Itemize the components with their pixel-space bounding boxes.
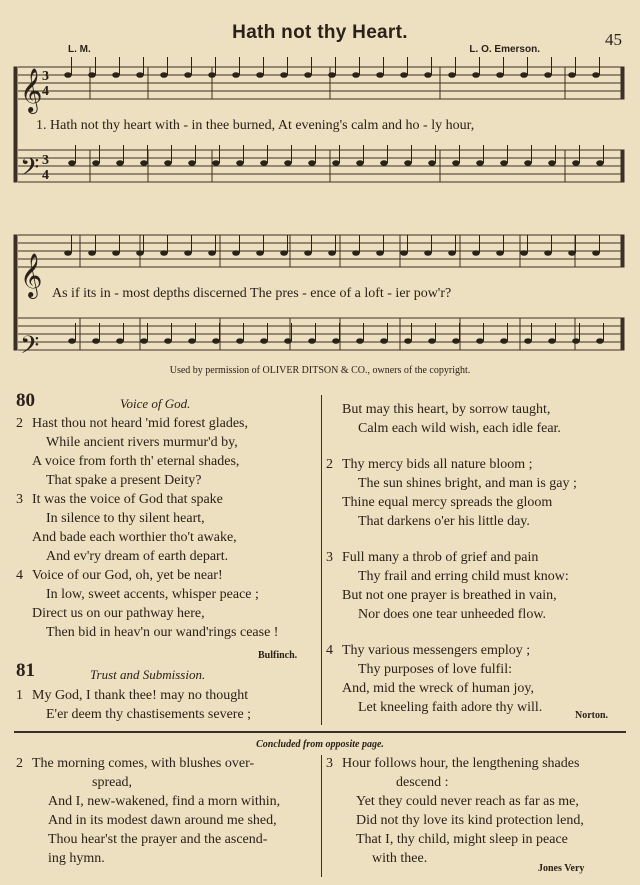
- verse-number: 3: [326, 756, 333, 771]
- verse-line: [326, 455, 577, 474]
- verse-line: [16, 490, 278, 509]
- verse-text: ing hymn.: [48, 851, 105, 866]
- verse-text: My God, I thank thee! may no thought: [32, 688, 249, 703]
- verse-text: That spake a present Deity?: [46, 473, 202, 488]
- verse-line: [16, 604, 278, 623]
- verse-text: But not one prayer is breathed in vain,: [342, 588, 557, 603]
- verse-text: In silence to thy silent heart,: [46, 511, 205, 526]
- svg-text:𝄢: 𝄢: [20, 153, 40, 188]
- author-81: Norton.: [575, 710, 609, 721]
- section-divider: [14, 731, 626, 733]
- verse-line: [16, 452, 278, 471]
- verse-number: 1: [16, 688, 23, 703]
- verse-line: [16, 566, 278, 585]
- verse-number: 2: [16, 416, 23, 431]
- verse-text: Voice of our God, oh, yet be near!: [32, 568, 223, 583]
- verse-text: Thy purposes of love fulfil:: [358, 662, 512, 677]
- verse-line: [326, 792, 584, 811]
- verse-line: [16, 811, 280, 830]
- hymn-number-80: 80: [16, 390, 35, 411]
- hymn-80-verses: [16, 414, 278, 642]
- lyric-line-1: 1. Hath not thy heart with - in thee burned, At evening's calm and ho - ly hour,: [36, 118, 475, 133]
- verse-text: And bade each worthier tho't awake,: [32, 530, 237, 545]
- verse-line: [326, 660, 577, 679]
- verse-text: While ancient rivers murmur'd by,: [46, 435, 238, 450]
- verse-text: Did not thy love its kind protection lend,: [356, 813, 584, 828]
- column-divider-bottom: [321, 755, 322, 877]
- verse-text: Hast thou not heard 'mid forest glades,: [32, 416, 248, 431]
- verse-text: Thy mercy bids all nature bloom ;: [342, 457, 533, 472]
- verse-line: [16, 433, 278, 452]
- svg-text:4: 4: [42, 168, 49, 183]
- verse-text: spread,: [92, 775, 133, 790]
- verse-text: Yet they could never reach as far as me,: [356, 794, 579, 809]
- hymn-number-81: 81: [16, 660, 35, 681]
- verse-line: [326, 641, 577, 660]
- verse-line: [16, 830, 280, 849]
- verse-line: [326, 400, 577, 419]
- concluded-heading: Concluded from opposite page.: [256, 739, 384, 750]
- verse-text: Let kneeling faith adore thy will.: [358, 700, 543, 715]
- verse-line: [16, 849, 280, 868]
- verse-number: 3: [16, 492, 23, 507]
- page-title: Hath not thy Heart.: [232, 22, 408, 43]
- verse-line: [326, 679, 577, 698]
- verse-line: [326, 830, 584, 849]
- verse-line: [16, 792, 280, 811]
- verse-line: [16, 623, 278, 642]
- staff-lines: [14, 67, 624, 350]
- verse-line: [326, 586, 577, 605]
- verse-text: And ev'ry dream of earth depart.: [46, 549, 229, 564]
- verse-line: [16, 547, 278, 566]
- verse-text: And in its modest dawn around me shed,: [48, 813, 277, 828]
- verse-line: [326, 811, 584, 830]
- verse-line: [326, 512, 577, 531]
- hymn-title-81: Trust and Submission.: [90, 667, 206, 682]
- verse-text: Then bid in heav'n our wand'rings cease !: [46, 625, 279, 640]
- verse-line: [326, 698, 577, 717]
- svg-text:𝄞: 𝄞: [20, 68, 43, 112]
- verse-line: [326, 474, 577, 493]
- verse-line: [326, 493, 577, 512]
- verse-line: [16, 773, 280, 792]
- author-concluded: Jones Very: [538, 863, 585, 874]
- column-divider: [321, 395, 322, 725]
- page-number: 45: [605, 30, 622, 49]
- verse-number: 3: [326, 550, 333, 565]
- hymn-81-verses: [16, 686, 251, 724]
- verse-text: The morning comes, with blushes over-: [32, 756, 255, 771]
- verse-line: [16, 509, 278, 528]
- verse-text: descend :: [396, 775, 449, 790]
- verse-line: [326, 754, 584, 773]
- verse-line: [16, 686, 251, 705]
- verse-text: Thine equal mercy spreads the gloom: [342, 495, 553, 510]
- verse-line: [326, 567, 577, 586]
- verse-text: Direct us on our pathway here,: [32, 606, 205, 621]
- concluded-right-verses: [326, 754, 584, 868]
- verse-text: That darkens o'er his little day.: [358, 514, 530, 529]
- concluded-left-verses: [16, 754, 280, 868]
- verse-line: [16, 471, 278, 490]
- verse-line: [16, 585, 278, 604]
- verse-text: Full many a throb of grief and pain: [342, 550, 539, 565]
- verse-number: 2: [326, 457, 333, 472]
- author-80: Bulfinch.: [258, 650, 298, 661]
- hymn-title-80: Voice of God.: [120, 396, 191, 411]
- verse-line: [326, 548, 577, 567]
- lyric-line-2: As if its in - most depths discerned The pres - ence of a loft - ier pow'r?: [52, 286, 452, 301]
- verse-line: [326, 773, 584, 792]
- verse-text: Thou hear'st the prayer and the ascend-: [48, 832, 268, 847]
- verse-line: [16, 528, 278, 547]
- hymn-81-verses-continued: [326, 400, 577, 717]
- svg-text:3: 3: [42, 153, 49, 168]
- verse-text: Hour follows hour, the lengthening shades: [342, 756, 580, 771]
- verse-text: with thee.: [372, 851, 428, 866]
- verse-text: Calm each wild wish, each idle fear.: [358, 421, 561, 436]
- verse-text: A voice from forth th' eternal shades,: [32, 454, 240, 469]
- svg-text:3: 3: [42, 69, 49, 84]
- verse-text: Thy various messengers employ ;: [342, 643, 531, 658]
- svg-text:4: 4: [42, 84, 49, 99]
- music-score: [0, 0, 640, 370]
- verse-text: The sun shines bright, and man is gay ;: [358, 476, 577, 491]
- hymn-meter: L. M.: [68, 44, 91, 55]
- verse-line: [326, 419, 577, 438]
- verse-text: And, mid the wreck of human joy,: [342, 681, 534, 696]
- svg-text:𝄞: 𝄞: [20, 253, 43, 297]
- verse-line: [16, 705, 251, 724]
- verse-text: Thy frail and erring child must know:: [358, 569, 569, 584]
- verse-text: In low, sweet accents, whisper peace ;: [46, 587, 259, 602]
- svg-text:𝄢: 𝄢: [20, 331, 40, 366]
- verse-text: But may this heart, by sorrow taught,: [342, 402, 551, 417]
- verse-number: 4: [16, 568, 23, 583]
- verse-number: 2: [16, 756, 23, 771]
- verse-text: E'er deem thy chastisements severe ;: [46, 707, 252, 722]
- verse-text: That I, thy child, might sleep in peace: [356, 832, 568, 847]
- verse-line: [16, 754, 280, 773]
- copyright-permission: Used by permission of OLIVER DITSON & CO., owners of the copyright.: [169, 365, 471, 376]
- verse-line: [16, 414, 278, 433]
- verse-line: [326, 605, 577, 624]
- verse-text: It was the voice of God that spake: [32, 492, 223, 507]
- verse-number: 4: [326, 643, 333, 658]
- hymn-composer: L. O. Emerson.: [469, 44, 540, 55]
- verse-text: Nor does one tear unheeded flow.: [358, 607, 547, 622]
- verse-text: And I, new-wakened, find a morn within,: [48, 794, 281, 809]
